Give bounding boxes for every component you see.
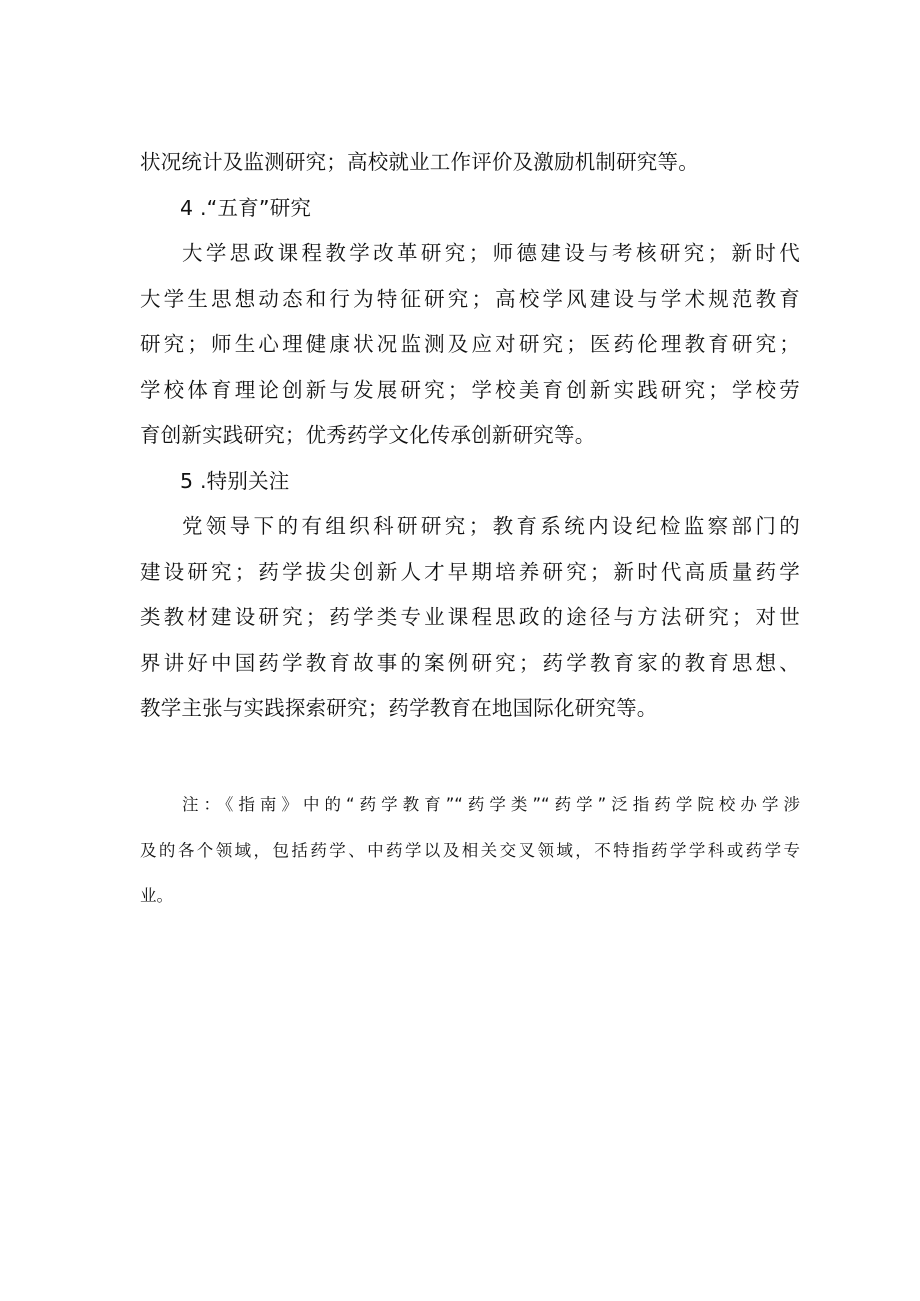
section-heading-special-focus: 5 .特别关注	[180, 468, 290, 493]
footnote-line: 注：《指南》中的“药学教育”“药学类”“药学”泛指药学院校办学涉	[182, 795, 800, 814]
paragraph-line: 建设研究；药学拔尖创新人才早期培养研究；新时代高质量药学	[140, 559, 800, 584]
paragraph-line: 学校体育理论创新与发展研究；学校美育创新实践研究；学校劳	[140, 377, 800, 402]
footnote-line: 及的各个领域，包括药学、中药学以及相关交叉领域，不特指药学学科或药学专	[140, 840, 800, 860]
paragraph-line: 界讲好中国药学教育故事的案例研究；药学教育家的教育思想、	[140, 650, 800, 675]
paragraph-line: 育创新实践研究；优秀药学文化传承创新研究等。	[140, 423, 596, 447]
footnote-line: 业。	[140, 886, 173, 905]
paragraph-line: 大学生思想动态和行为特征研究；高校学风建设与学术规范教育	[140, 286, 800, 311]
paragraph-line: 研究；师生心理健康状况监测及应对研究；医药伦理教育研究；	[140, 332, 800, 356]
paragraph-line: 大学思政课程教学改革研究；师德建设与考核研究；新时代	[182, 241, 800, 265]
footnote	[140, 782, 800, 919]
paragraph-line: 教学主张与实践探索研究；药学教育在地国际化研究等。	[140, 696, 658, 720]
paragraph-line: 类教材建设研究；药学类专业课程思政的途径与方法研究；对世	[140, 605, 800, 629]
section-heading-wuyu: 4 .“五育”研究	[180, 195, 312, 220]
paragraph-line: 党领导下的有组织科研研究；教育系统内设纪检监察部门的	[182, 514, 800, 538]
paragraph-line: 状况统计及监测研究；高校就业工作评价及激励机制研究等。	[140, 150, 699, 174]
document-body	[140, 140, 800, 732]
